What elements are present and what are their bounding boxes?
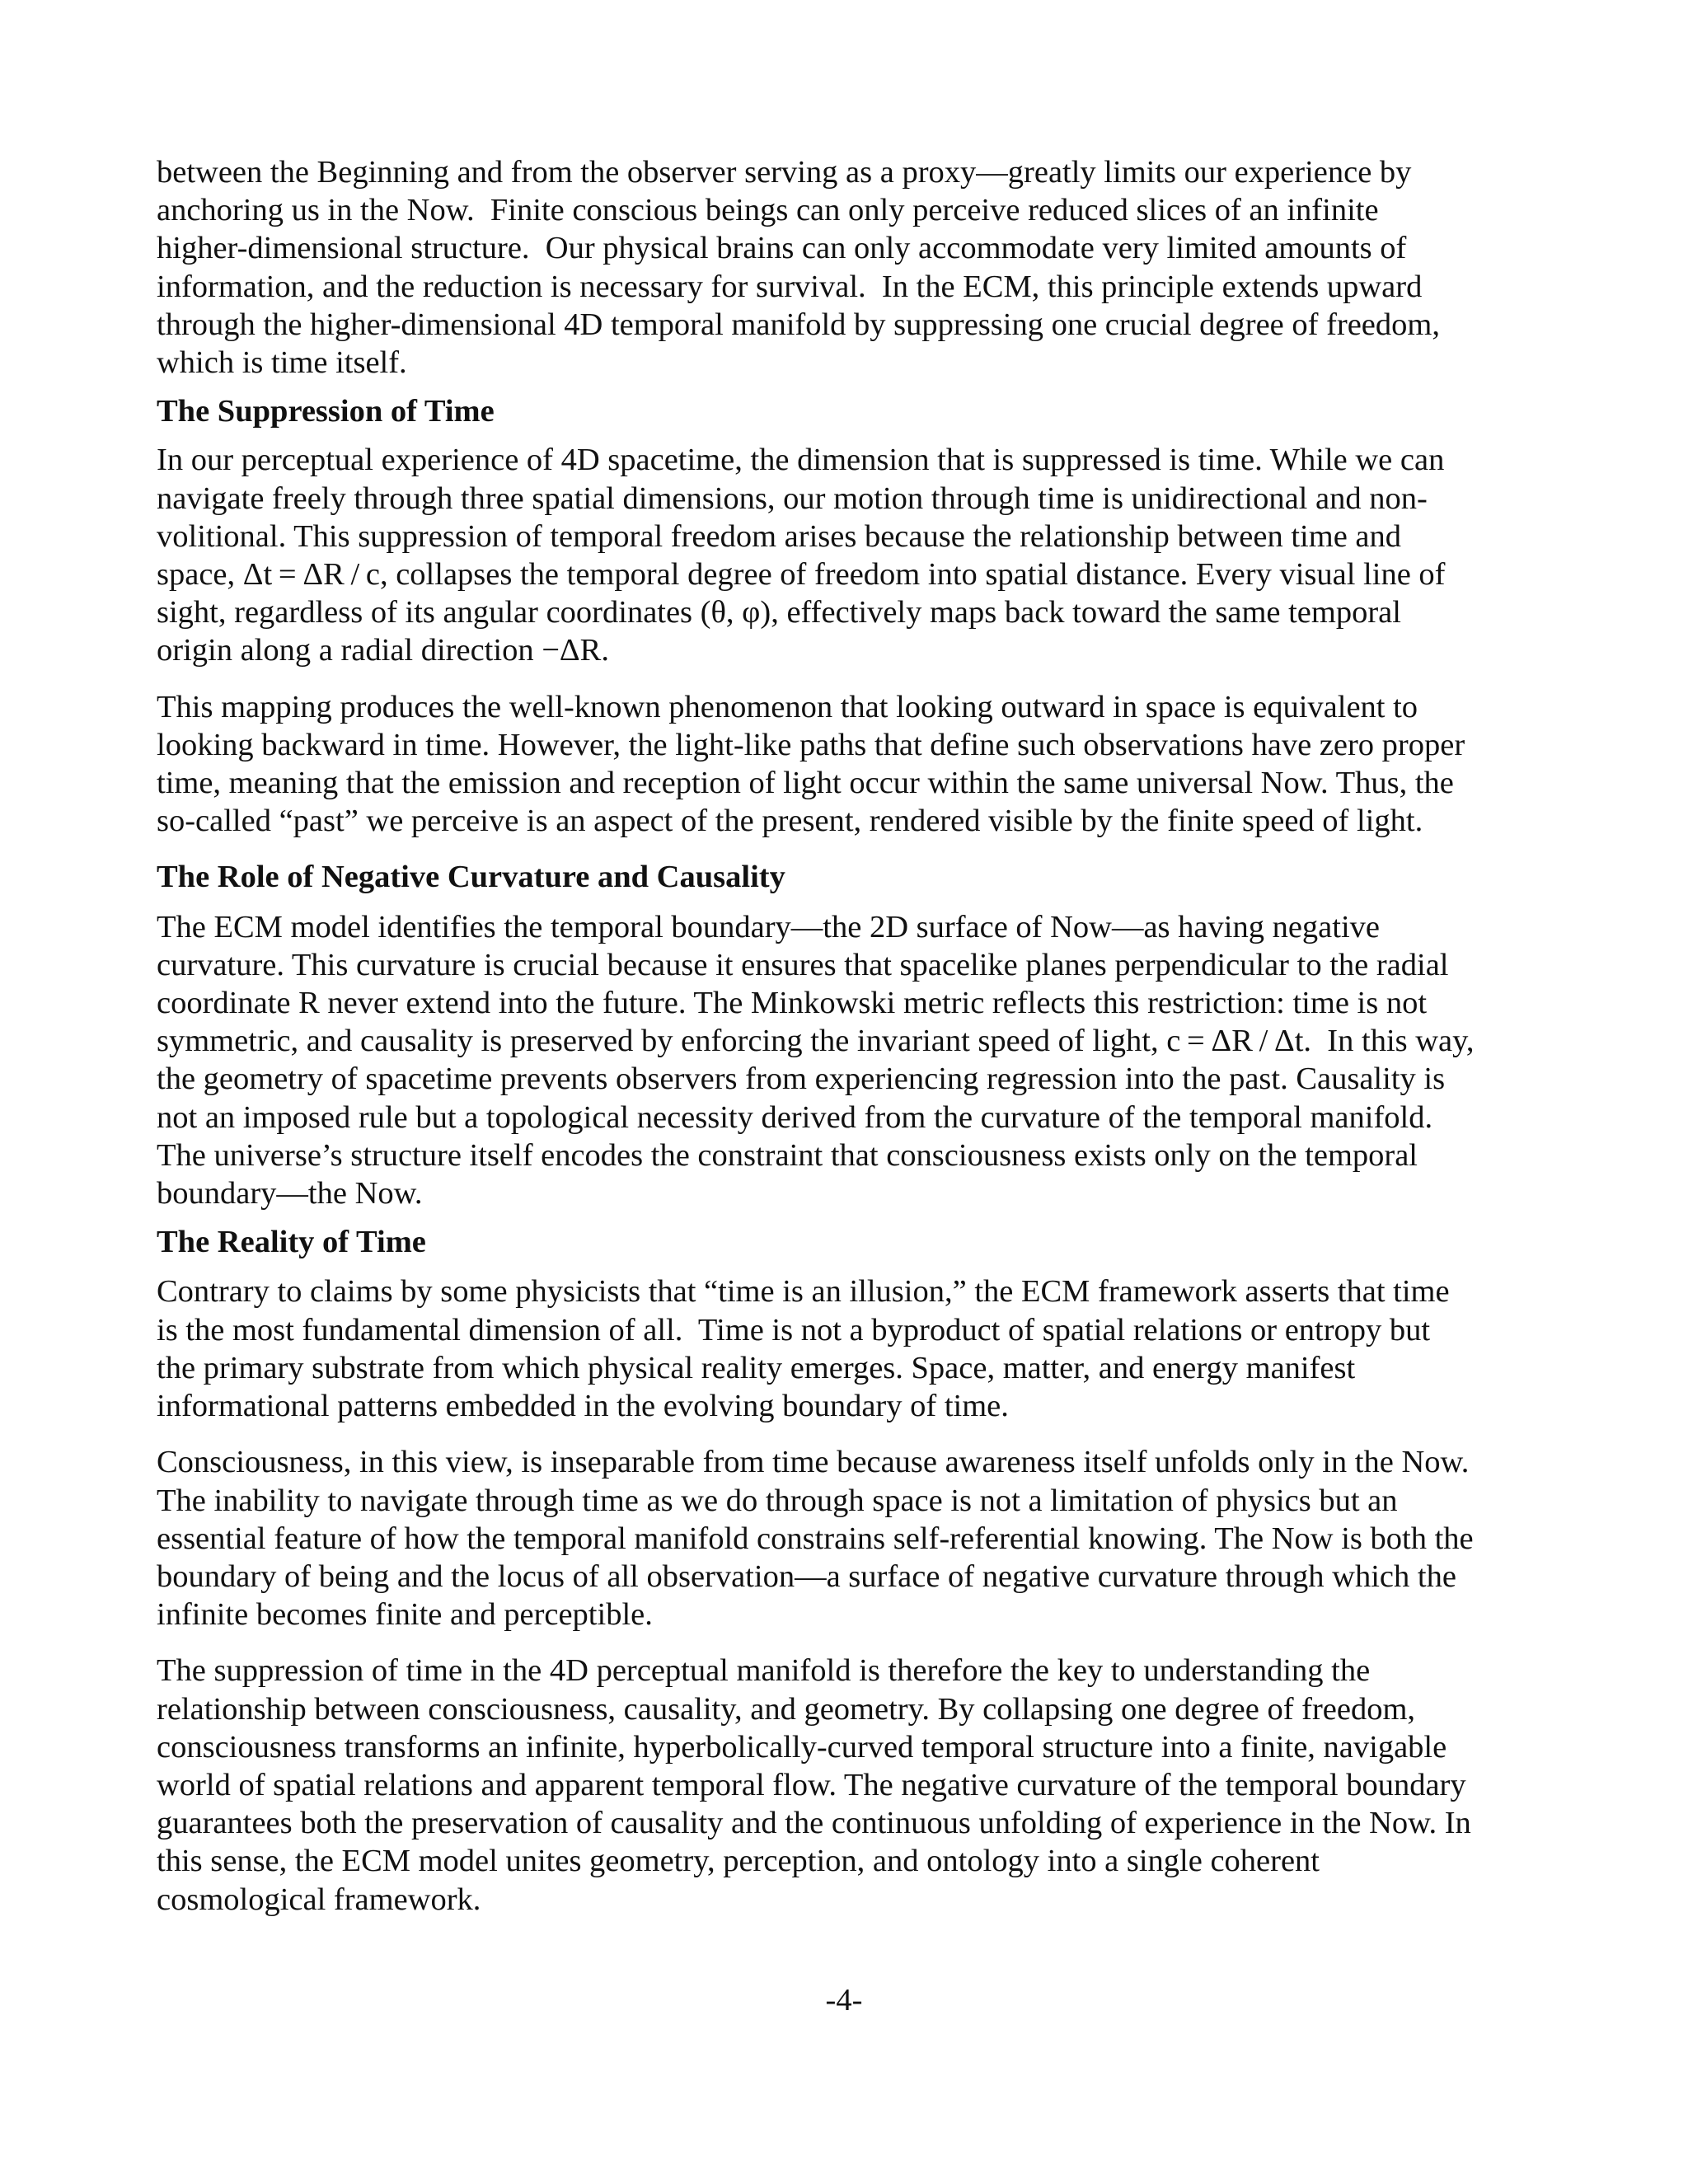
heading-negative-curvature: The Role of Negative Curvature and Causality bbox=[157, 860, 785, 895]
paragraph-suppression-of-time: In our perceptual experience of 4D spacetime, the dimension that is suppressed is time. While we can navigate freely through three spatial dimensions, our motion through time is unidirectional and non- volitional. This suppression of temporal freedom arises because the relationship between time and space, Δt = ΔR / c, collapses the temporal degree of freedom into spatial distance. Every visual line of sight, regardless of its angular coordinates (θ, φ), effectively maps back toward the same temporal origin along a radial direction −ΔR. bbox=[157, 443, 1446, 668]
paragraph-negative-curvature: The ECM model identifies the temporal boundary—the 2D surface of Now—as having negative curvature. This curvature is crucial because it ensures that spacelike planes perpendicular to the radial coordinate R never extend into the future. The Minkowski metric reflects this restriction: time is not symmetric, and causality is preserved by enforcing the invariant speed of light, c = ΔR / Δt. In this way, the geometry of spacetime prevents observers from experiencing regression into the past. Causality is not an imposed rule but a topological necessity derived from the curvature of the temporal manifold. The universe’s structure itself encodes the constraint that consciousness exists only on the temporal boundary—the Now. bbox=[157, 909, 1475, 1212]
paragraph-conclusion: The suppression of time in the 4D perceptual manifold is therefore the key to understanding the relationship between consciousness, causality, and geometry. By collapsing one degree of freedom, consciousness transforms an infinite, hyperbolically-curved temporal structure into a finite, navigable world of spatial relations and apparent temporal flow. The negative curvature of the temporal boundary guarantees both the preservation of causality and the continuous unfolding of experience in the Now. In this sense, the ECM model unites geometry, perception, and ontology into a single coherent cosmological framework. bbox=[157, 1653, 1471, 1917]
heading-suppression-of-time: The Suppression of Time bbox=[157, 394, 495, 429]
page-number: -4- bbox=[825, 1983, 863, 2018]
heading-reality-of-time: The Reality of Time bbox=[157, 1225, 426, 1260]
paragraph-reality-of-time: Contrary to claims by some physicists that “time is an illusion,” the ECM framework asserts that time is the most fundamental dimension of all. Time is not a byproduct of spatial relations or entropy but the primary substrate from which physical reality emerges. Space, matter, and energy manifest informational patterns embedded in the evolving boundary of time. bbox=[157, 1274, 1450, 1424]
paragraph-consciousness-time: Consciousness, in this view, is inseparable from time because awareness itself unfolds only in the Now. The inability to navigate through time as we do through space is not a limitation of physics but an essential feature of how the temporal manifold constrains self-referential knowing. The Now is both the boundary of being and the locus of all observation—a surface of negative curvature through which the infinite becomes finite and perceptible. bbox=[157, 1445, 1474, 1633]
paragraph-intro-continuation: between the Beginning and from the observer serving as a proxy—greatly limits our experience by anchoring us in the Now. Finite conscious beings can only perceive reduced slices of an infinite higher-dimensional structure. Our physical brains can only accommodate very limited amounts of information, and the reduction is necessary for survival. In the ECM, this principle extends upward through the higher-dimensional 4D temporal manifold by suppressing one crucial degree of freedom, which is time itself. bbox=[157, 155, 1440, 381]
paragraph-looking-backward: This mapping produces the well-known phenomenon that looking outward in space is equivalent to looking backward in time. However, the light-like paths that define such observations have zero proper time, meaning that the emission and reception of light occur within the same universal Now. Thus, the so-called “past” we perceive is an aspect of the present, rendered visible by the finite speed of light. bbox=[157, 689, 1465, 839]
document-body bbox=[157, 153, 1541, 1919]
